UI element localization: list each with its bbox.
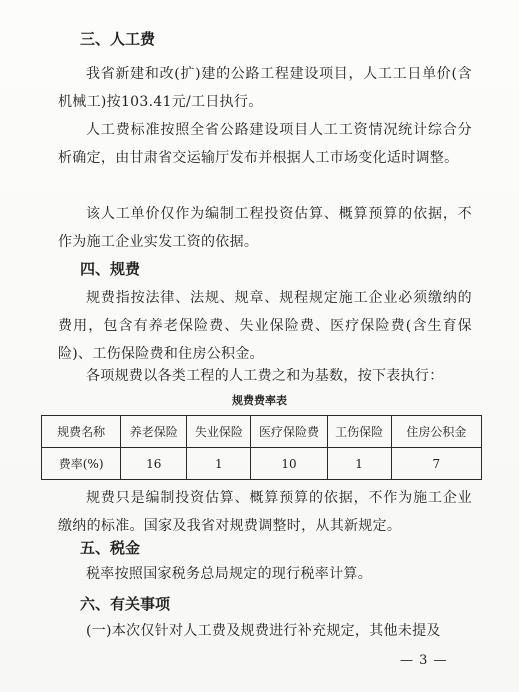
- paragraph-labor-usage: 该人工单价仅作为编制工程投资估算、概算预算的依据，不作为施工企业实发工资的依据。: [58, 206, 472, 250]
- table-header-cell: 养老保险: [121, 416, 187, 448]
- table-cell: 1: [327, 448, 391, 480]
- paragraph-tax: 税率按照国家税务总局规定的现行税率计算。: [86, 566, 372, 582]
- paragraph-other-1: (一)本次仅针对人工费及规费进行补充规定，其他未提及: [86, 623, 441, 639]
- table-row: [42, 448, 482, 480]
- table-header-cell: 工伤保险: [327, 416, 391, 448]
- table-header-cell: 失业保险: [187, 416, 251, 448]
- section-heading-labor: 三、人工费: [80, 30, 156, 48]
- table-cell: 7: [391, 448, 481, 480]
- table-cell: 费率(%): [42, 448, 121, 480]
- table-header-cell: 住房公积金: [391, 416, 481, 448]
- section-heading-fees: 四、规费: [80, 260, 141, 278]
- table-header-cell: 规费名称: [42, 416, 121, 448]
- paragraph-labor-rate: 我省新建和改(扩)建的公路工程建设项目，人工工日单价(含机械工)按103.41元/工日执行。: [58, 66, 472, 110]
- table-cell: 10: [251, 448, 327, 480]
- page-number: — 3 —: [400, 653, 448, 668]
- section-heading-tax: 五、税金: [80, 539, 141, 557]
- table-header-row: [42, 416, 482, 448]
- paragraph-fees-note: 规费只是编制投资估算、概算预算的依据，不作为施工企业缴纳的标准。国家及我省对规费调整时，从其新规定。: [58, 490, 472, 534]
- section-heading-other: 六、有关事项: [80, 595, 171, 613]
- table-cell: 1: [187, 448, 251, 480]
- paragraph-fees-base: 各项规费以各类工程的人工费之和为基数，按下表执行：: [86, 368, 444, 384]
- fee-rate-table: [41, 415, 482, 480]
- paragraph-labor-basis: 人工费标准按照全省公路建设项目人工工资情况统计综合分析确定，由甘肃省交运输厅发布并根据人工市场变化适时调整。: [58, 122, 472, 166]
- table-cell: 16: [121, 448, 187, 480]
- paragraph-fees-definition: 规费指按法律、法规、规章、规程规定施工企业必须缴纳的费用，包含有养老保险费、失业保险费、医疗保险费(含生育保险)、工伤保险费和住房公积金。: [58, 290, 472, 362]
- table-header-cell: 医疗保险费: [251, 416, 327, 448]
- fee-table-caption: 规费费率表: [232, 394, 287, 407]
